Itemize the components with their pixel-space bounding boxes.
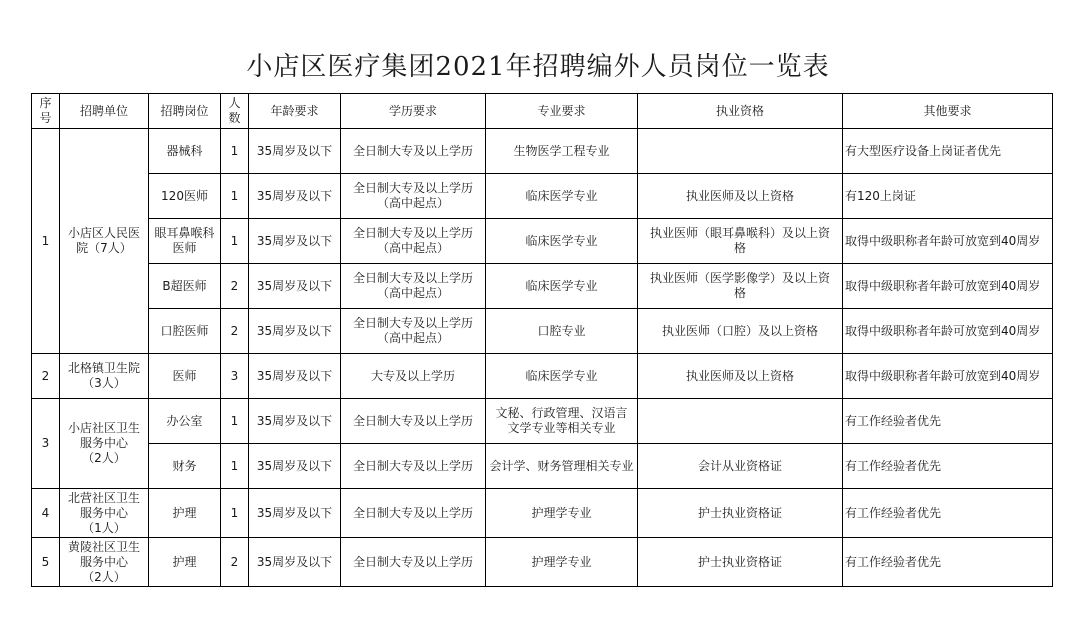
age-cell: 35周岁及以下 [249, 174, 341, 219]
qual-cell: 执业医师（眼耳鼻喉科）及以上资 格 [638, 219, 843, 264]
table-row [32, 219, 1053, 264]
header-cell: 执业资格 [638, 94, 843, 129]
table-row [32, 399, 1053, 444]
qual-cell [638, 399, 843, 444]
post-cell: 护理 [149, 538, 221, 587]
unit-name: 黄陵社区卫生 服务中心 （2人） [60, 538, 149, 587]
unit-name: 北格镇卫生院 （3人） [60, 354, 149, 399]
count-cell: 1 [221, 489, 249, 538]
major-cell: 临床医学专业 [486, 264, 638, 309]
major-cell: 生物医学工程专业 [486, 129, 638, 174]
major-cell: 临床医学专业 [486, 174, 638, 219]
table-row [32, 129, 1053, 174]
post-cell: 器械科 [149, 129, 221, 174]
header-cell: 年龄要求 [249, 94, 341, 129]
major-cell: 临床医学专业 [486, 219, 638, 264]
qual-cell: 执业医师（口腔）及以上资格 [638, 309, 843, 354]
major-cell: 护理学专业 [486, 538, 638, 587]
edu-cell: 全日制大专及以上学历 （高中起点） [341, 174, 486, 219]
edu-cell: 全日制大专及以上学历 [341, 129, 486, 174]
count-cell: 2 [221, 264, 249, 309]
header-row [32, 94, 1053, 129]
edu-cell: 全日制大专及以上学历 （高中起点） [341, 264, 486, 309]
count-cell: 1 [221, 219, 249, 264]
post-cell: 口腔医师 [149, 309, 221, 354]
unit-number: 4 [32, 489, 60, 538]
edu-cell: 全日制大专及以上学历 [341, 444, 486, 489]
table-row [32, 309, 1053, 354]
other-cell: 有工作经验者优先 [843, 538, 1053, 587]
unit-number: 3 [32, 399, 60, 489]
count-cell: 1 [221, 174, 249, 219]
other-cell: 取得中级职称者年龄可放宽到40周岁 [843, 309, 1053, 354]
count-cell: 1 [221, 444, 249, 489]
edu-cell: 大专及以上学历 [341, 354, 486, 399]
age-cell: 35周岁及以下 [249, 354, 341, 399]
header-cell: 学历要求 [341, 94, 486, 129]
major-cell: 口腔专业 [486, 309, 638, 354]
edu-cell: 全日制大专及以上学历 （高中起点） [341, 309, 486, 354]
qual-cell: 护士执业资格证 [638, 538, 843, 587]
count-cell: 1 [221, 399, 249, 444]
unit-number: 2 [32, 354, 60, 399]
other-cell: 有工作经验者优先 [843, 444, 1053, 489]
header-cell: 招聘单位 [60, 94, 149, 129]
table-row [32, 538, 1053, 587]
header-cell: 招聘岗位 [149, 94, 221, 129]
other-cell: 取得中级职称者年龄可放宽到40周岁 [843, 219, 1053, 264]
table-row [32, 264, 1053, 309]
header-cell: 人数 [221, 94, 249, 129]
other-cell: 有大型医疗设备上岗证者优先 [843, 129, 1053, 174]
count-cell: 2 [221, 538, 249, 587]
unit-name: 北营社区卫生 服务中心 （1人） [60, 489, 149, 538]
unit-number: 5 [32, 538, 60, 587]
table-row [32, 489, 1053, 538]
recruitment-table [31, 93, 1053, 587]
age-cell: 35周岁及以下 [249, 444, 341, 489]
header-cell: 序号 [32, 94, 60, 129]
edu-cell: 全日制大专及以上学历 [341, 399, 486, 444]
unit-number: 1 [32, 129, 60, 354]
qual-cell: 执业医师及以上资格 [638, 174, 843, 219]
qual-cell: 执业医师（医学影像学）及以上资 格 [638, 264, 843, 309]
age-cell: 35周岁及以下 [249, 309, 341, 354]
age-cell: 35周岁及以下 [249, 489, 341, 538]
post-cell: 办公室 [149, 399, 221, 444]
qual-cell [638, 129, 843, 174]
edu-cell: 全日制大专及以上学历 [341, 538, 486, 587]
other-cell: 有工作经验者优先 [843, 399, 1053, 444]
age-cell: 35周岁及以下 [249, 129, 341, 174]
age-cell: 35周岁及以下 [249, 264, 341, 309]
page-title: 小店区医疗集团2021年招聘编外人员岗位一览表 [246, 52, 830, 82]
table-row [32, 354, 1053, 399]
qual-cell: 执业医师及以上资格 [638, 354, 843, 399]
post-cell: 120医师 [149, 174, 221, 219]
header-cell: 其他要求 [843, 94, 1053, 129]
edu-cell: 全日制大专及以上学历 （高中起点） [341, 219, 486, 264]
count-cell: 3 [221, 354, 249, 399]
post-cell: 医师 [149, 354, 221, 399]
count-cell: 2 [221, 309, 249, 354]
unit-name: 小店区人民医 院（7人） [60, 129, 149, 354]
major-cell: 护理学专业 [486, 489, 638, 538]
age-cell: 35周岁及以下 [249, 399, 341, 444]
major-cell: 会计学、财务管理相关专业 [486, 444, 638, 489]
other-cell: 有工作经验者优先 [843, 489, 1053, 538]
age-cell: 35周岁及以下 [249, 538, 341, 587]
qual-cell: 护士执业资格证 [638, 489, 843, 538]
qual-cell: 会计从业资格证 [638, 444, 843, 489]
other-cell: 取得中级职称者年龄可放宽到40周岁 [843, 264, 1053, 309]
other-cell: 有120上岗证 [843, 174, 1053, 219]
edu-cell: 全日制大专及以上学历 [341, 489, 486, 538]
table-row [32, 174, 1053, 219]
major-cell: 文秘、行政管理、汉语言 文学专业等相关专业 [486, 399, 638, 444]
header-cell: 专业要求 [486, 94, 638, 129]
table-row [32, 444, 1053, 489]
unit-name: 小店社区卫生 服务中心 （2人） [60, 399, 149, 489]
count-cell: 1 [221, 129, 249, 174]
major-cell: 临床医学专业 [486, 354, 638, 399]
other-cell: 取得中级职称者年龄可放宽到40周岁 [843, 354, 1053, 399]
post-cell: 财务 [149, 444, 221, 489]
post-cell: B超医师 [149, 264, 221, 309]
post-cell: 眼耳鼻喉科 医师 [149, 219, 221, 264]
post-cell: 护理 [149, 489, 221, 538]
age-cell: 35周岁及以下 [249, 219, 341, 264]
